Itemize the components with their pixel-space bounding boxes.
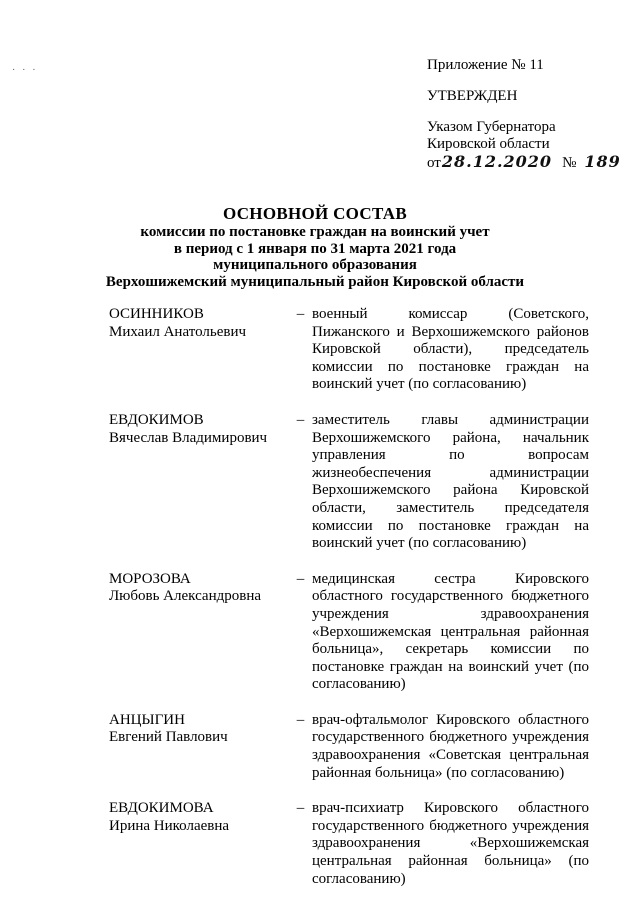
member-surname: ЕВДОКИМОВ — [109, 411, 204, 428]
title-line-4: Верхошижемский муниципальный район Кировской области — [105, 274, 525, 291]
member-name — [109, 800, 289, 888]
decree-line-1: Указом Губернатора — [427, 119, 556, 135]
member-given-name: Михаил Анатольевич — [109, 323, 247, 340]
title-line-3: муниципального образования — [213, 257, 417, 274]
member-entry — [109, 571, 589, 694]
from-label: от — [427, 155, 441, 171]
handwritten-date: 28.12.2020 — [441, 152, 553, 171]
member-dash: – — [296, 711, 305, 728]
member-role: заместитель главы администрации Верхошижемского района, начальник управления по вопросам жизнеобеспечения администрации Верхошижемского района Кировской области, заместитель председателя комиссии по постановке граждан на воинский учет (по согласованию) — [312, 411, 589, 552]
member-given-name: Евгений Павлович — [109, 729, 228, 746]
scan-mark: · · · — [12, 64, 38, 75]
member-name — [109, 306, 289, 394]
member-name — [109, 412, 289, 553]
decree-date-number — [427, 153, 627, 172]
member-dash: – — [296, 800, 305, 817]
member-role: медицинская сестра Кировского областного государственного бюджетного учреждения здравоохранения «Верхошижемская центральная районная больница», секретарь комиссии по постановке граждан на воинский учет (по согласованию) — [312, 570, 589, 693]
approved-label: УТВЕРЖДЕН — [427, 88, 518, 104]
member-entry — [109, 800, 589, 888]
member-role: военный комиссар (Советского, Пижанского и Верхошижемского районов Кировской области), председатель комиссии по постановке граждан на воинский учет (по согласованию) — [312, 306, 589, 393]
member-surname: АНЦЫГИН — [109, 711, 185, 728]
title-line-1: комиссии по постановке граждан на воинский учет — [140, 224, 490, 240]
document-title — [40, 204, 590, 291]
member-entry — [109, 412, 589, 553]
member-surname: МОРОЗОВА — [109, 570, 191, 587]
member-role: врач-психиатр Кировского областного государственного бюджетного учреждения здравоохранения «Верхошижемская центральная районная больница» (по согласованию) — [312, 800, 589, 887]
member-given-name: Вячеслав Владимирович — [109, 429, 268, 446]
member-role: врач-офтальмолог Кировского областного государственного бюджетного учреждения здравоохранения «Советская центральная районная больница» (по согласованию) — [312, 711, 589, 781]
member-given-name: Ирина Николаевна — [109, 817, 230, 834]
decree-line-2: Кировской области — [427, 136, 550, 152]
member-name — [109, 712, 289, 782]
member-dash: – — [296, 570, 305, 587]
member-dash: – — [296, 306, 305, 322]
member-entry — [109, 712, 589, 782]
member-entry — [109, 306, 589, 394]
member-given-name: Любовь Александровна — [109, 588, 261, 605]
title-heading: ОСНОВНОЙ СОСТАВ — [222, 204, 407, 223]
member-name — [109, 571, 289, 694]
members-list — [109, 306, 589, 888]
appendix-label: Приложение № 11 — [427, 57, 544, 73]
approval-block — [427, 57, 627, 172]
member-surname: ОСИННИКОВ — [109, 306, 204, 322]
title-line-2: в период с 1 января по 31 марта 2021 года — [173, 240, 457, 257]
member-dash: – — [296, 411, 305, 428]
handwritten-number: 189 — [584, 152, 621, 171]
number-label: № — [562, 155, 577, 171]
member-surname: ЕВДОКИМОВА — [109, 800, 214, 817]
